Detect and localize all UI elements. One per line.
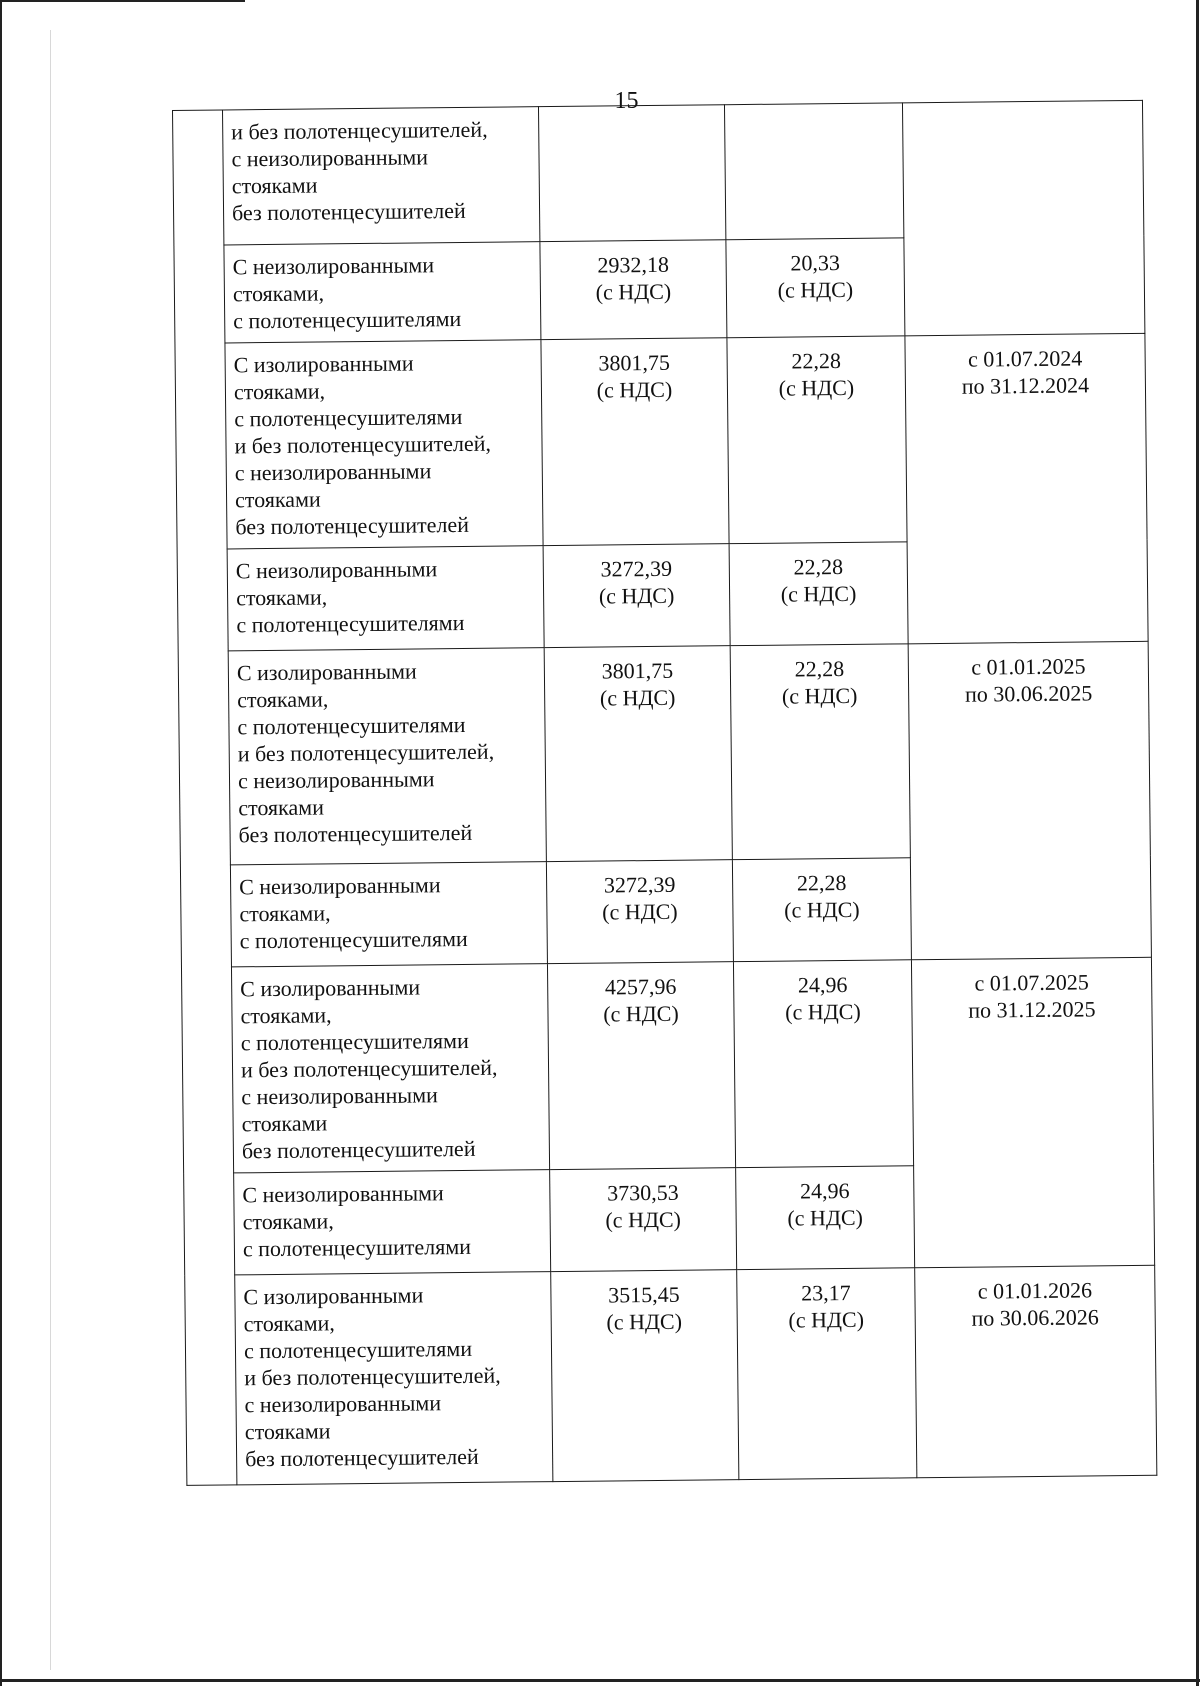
- riser-type-line: стояками: [234, 486, 321, 513]
- norm-value: 20,33: [790, 250, 841, 276]
- norm-value: 22,28: [794, 655, 845, 682]
- price-vat-note: (с НДС): [596, 376, 673, 403]
- table-row: [181, 957, 1153, 1173]
- riser-type-line: с неизолированными: [241, 1082, 438, 1110]
- riser-type-line: С изолированными: [236, 658, 417, 686]
- price-cell: [540, 240, 727, 340]
- riser-type-line: с полотенцесушителями: [234, 403, 463, 432]
- riser-type-line: С изолированными: [233, 350, 414, 378]
- norm-value: 24,96: [797, 971, 848, 998]
- riser-type-line: стояками,: [239, 900, 331, 927]
- riser-type-line: стояками,: [242, 1208, 334, 1235]
- price-value: 3801,75: [598, 349, 671, 376]
- price-cell: [544, 646, 732, 862]
- riser-type-cell: [225, 340, 543, 549]
- riser-type-line: с полотенцесушителями: [242, 1233, 472, 1262]
- riser-type-line: без полотенцесушителей: [238, 819, 473, 848]
- price-cell: [551, 1270, 739, 1482]
- price-cell: [541, 338, 729, 546]
- price-cell: [543, 544, 730, 648]
- price-value: 3515,45: [608, 1281, 680, 1308]
- riser-type-line: без полотенцесушителей: [244, 1443, 479, 1472]
- norm-vat-note: (с НДС): [778, 374, 855, 401]
- period-cell: [902, 100, 1144, 336]
- norm-cell: [737, 1268, 917, 1480]
- riser-type-line: стояками: [241, 1110, 328, 1137]
- scan-margin-line: [50, 30, 51, 1670]
- norm-cell: [724, 103, 903, 240]
- riser-type-line: и без полотенцесушителей,: [237, 738, 495, 767]
- price-value: 3272,39: [603, 871, 676, 898]
- period-cell: [915, 1265, 1157, 1478]
- riser-type-cell: [223, 107, 540, 245]
- period-end: по 31.12.2025: [968, 996, 1096, 1023]
- price-vat-note: (с НДС): [605, 1206, 682, 1233]
- riser-type-line: с полотенцесушителями: [237, 711, 466, 740]
- period-start: с 01.07.2024: [967, 345, 1083, 372]
- period-cell: [908, 641, 1151, 959]
- price-vat-note: (с НДС): [595, 278, 672, 305]
- price-vat-note: (с НДС): [598, 582, 675, 609]
- riser-type-line: С изолированными: [240, 974, 421, 1002]
- tariff-table: [172, 100, 1157, 1486]
- period-cell: [911, 957, 1154, 1267]
- period-end: по 31.12.2024: [961, 372, 1090, 399]
- riser-type-line: стояками,: [235, 584, 328, 611]
- norm-cell: [736, 1166, 915, 1270]
- riser-type-line: с неизолированными: [244, 1390, 442, 1418]
- norm-vat-note: (с НДС): [777, 276, 854, 303]
- period-start: с 01.07.2025: [974, 969, 1089, 996]
- norm-vat-note: (с НДС): [780, 580, 857, 607]
- norm-vat-note: (с НДС): [788, 1306, 865, 1333]
- riser-type-cell: [230, 862, 547, 967]
- riser-type-line: стояками,: [233, 378, 326, 405]
- riser-type-line: и без полотенцесушителей,: [234, 430, 492, 459]
- riser-type-line: стояками: [244, 1418, 331, 1445]
- period-end: по 30.06.2026: [971, 1304, 1099, 1331]
- norm-vat-note: (с НДС): [787, 1204, 864, 1231]
- riser-type-cell: [231, 964, 549, 1173]
- price-vat-note: (с НДС): [602, 898, 678, 925]
- table-row: [178, 641, 1150, 865]
- riser-type-line: С неизолированными: [235, 556, 438, 584]
- riser-type-line: с полотенцесушителями: [239, 925, 468, 954]
- norm-vat-note: (с НДС): [784, 896, 860, 923]
- riser-type-line: С неизолированными: [232, 252, 435, 280]
- riser-type-line: без полотенцесушителей: [235, 511, 470, 540]
- norm-vat-note: (с НДС): [781, 682, 858, 709]
- price-cell: [546, 860, 733, 964]
- riser-type-line: с полотенцесушителями: [236, 609, 465, 638]
- riser-type-line: стояками,: [240, 1002, 332, 1029]
- riser-type-cell: [228, 648, 546, 865]
- norm-cell: [726, 238, 905, 338]
- period-start: с 01.01.2025: [971, 653, 1086, 680]
- riser-type-line: с неизолированными: [231, 144, 429, 172]
- riser-type-line: С неизолированными: [239, 872, 441, 900]
- scan-edge-bottom: [0, 1679, 1200, 1682]
- price-cell: [538, 105, 725, 242]
- riser-type-line: стояками: [238, 794, 325, 821]
- norm-value: 24,96: [799, 1177, 850, 1204]
- price-value: 4257,96: [604, 973, 677, 1000]
- price-vat-note: (с НДС): [599, 684, 676, 711]
- norm-value: 22,28: [791, 348, 842, 374]
- period-end: по 30.06.2025: [964, 680, 1093, 707]
- riser-type-cell: [234, 1170, 551, 1275]
- riser-type-line: С неизолированными: [242, 1180, 444, 1208]
- riser-type-line: стояками: [231, 172, 318, 199]
- scan-edge-left: [0, 0, 2, 1686]
- riser-type-cell: [235, 1272, 553, 1485]
- scan-edge-top: [0, 0, 245, 2]
- period-start: с 01.01.2026: [977, 1277, 1093, 1304]
- norm-value: 22,28: [793, 553, 844, 580]
- riser-type-line: стояками,: [237, 686, 329, 713]
- riser-type-line: с неизолированными: [237, 766, 435, 794]
- period-cell: [905, 333, 1148, 643]
- norm-cell: [730, 644, 910, 860]
- price-value: 3730,53: [606, 1179, 679, 1206]
- price-value: 2932,18: [597, 251, 670, 278]
- price-cell: [550, 1168, 737, 1272]
- norm-value: 23,17: [801, 1279, 851, 1306]
- riser-type-line: и без полотенцесушителей,: [231, 116, 488, 145]
- norm-cell: [727, 336, 907, 544]
- riser-type-line: и без полотенцесушителей,: [240, 1054, 498, 1083]
- riser-type-line: с неизолированными: [234, 458, 432, 486]
- riser-type-line: без полотенцесушителей: [241, 1135, 476, 1164]
- riser-type-line: с полотенцесушителями: [243, 1335, 473, 1364]
- riser-type-line: и без полотенцесушителей,: [244, 1362, 501, 1391]
- riser-type-line: стояками,: [243, 1310, 335, 1337]
- riser-type-line: с полотенцесушителями: [233, 305, 462, 334]
- table-row: [175, 333, 1147, 549]
- price-value: 3801,75: [601, 657, 674, 684]
- norm-cell: [729, 542, 908, 646]
- price-vat-note: (с НДС): [606, 1308, 683, 1335]
- price-value: 3272,39: [600, 555, 673, 582]
- norm-value: 22,28: [796, 869, 847, 896]
- price-vat-note: (с НДС): [603, 1000, 679, 1027]
- scan-edge-right: [1196, 0, 1199, 1686]
- norm-cell: [733, 960, 913, 1168]
- norm-cell: [732, 858, 911, 962]
- riser-type-line: без полотенцесушителей: [231, 197, 466, 226]
- riser-type-cell: [224, 242, 541, 343]
- riser-type-line: стояками,: [232, 280, 325, 307]
- riser-type-line: С изолированными: [243, 1282, 424, 1310]
- norm-vat-note: (с НДС): [785, 998, 861, 1025]
- riser-type-line: с полотенцесушителями: [240, 1027, 469, 1056]
- riser-type-cell: [227, 546, 544, 651]
- price-cell: [547, 962, 735, 1170]
- table-row: [185, 1265, 1157, 1485]
- table-row: [173, 100, 1144, 245]
- page-number: 15: [614, 88, 639, 114]
